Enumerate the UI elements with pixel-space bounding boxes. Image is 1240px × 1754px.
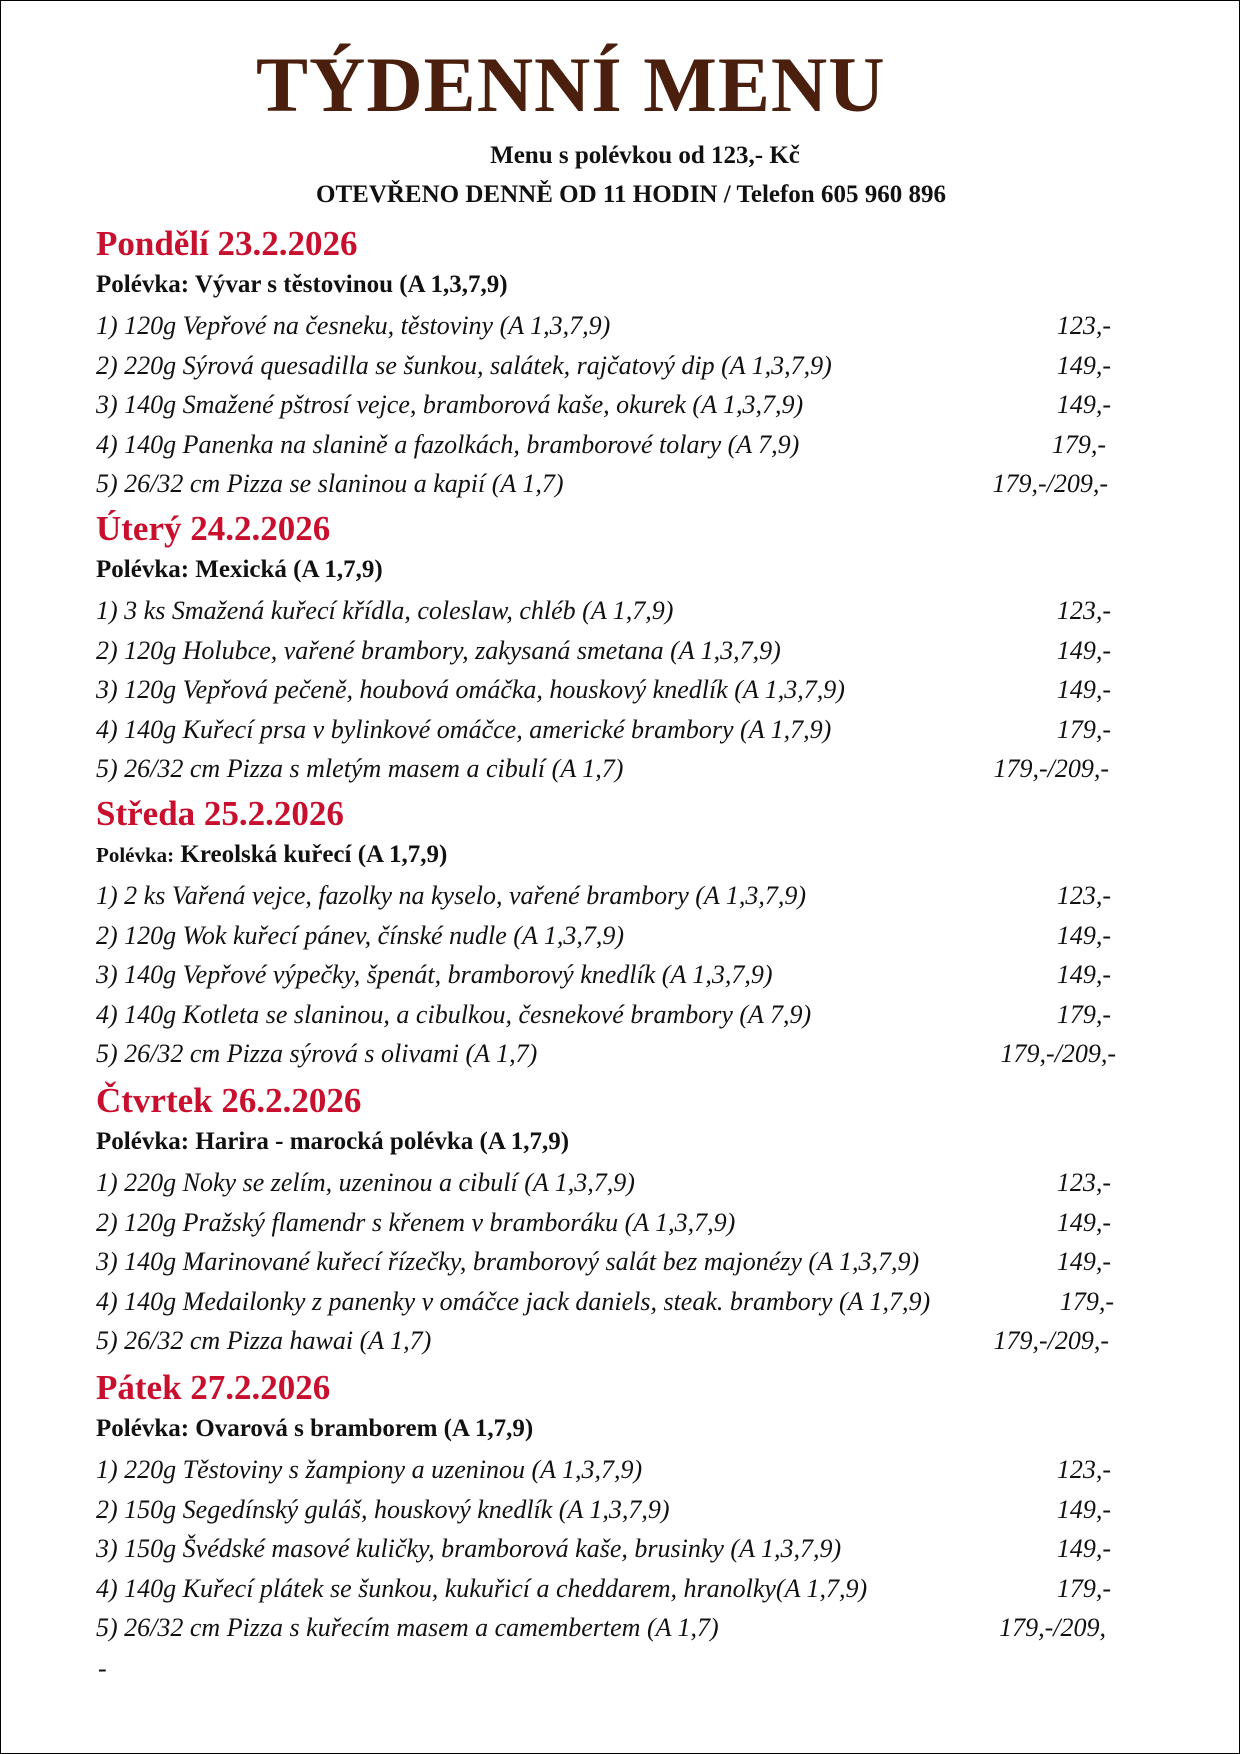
dish-item (96, 1529, 1156, 1569)
dish-item (96, 1034, 1156, 1074)
soup-line (96, 272, 1156, 306)
soup-label: Polévka: (96, 1128, 190, 1155)
dish-text: 1) 2 ks Vařená vejce, fazolky na kyselo, vařené brambory (A 1,3,7,9) (96, 881, 806, 910)
dish-item (96, 591, 1156, 631)
dish-item (96, 1321, 1156, 1361)
day-heading: Středa 25.2.2026 (96, 794, 344, 833)
soup-name: Ovarová s bramborem (A 1,7,9) (195, 1415, 534, 1442)
dish-price: 149,- (1056, 1534, 1111, 1563)
soup-label: Polévka: (96, 843, 175, 867)
dish-item (96, 464, 1156, 504)
dish-item (96, 955, 1156, 995)
dish-text: 2) 120g Pražský flamendr s křenem v bramboráku (A 1,3,7,9) (96, 1207, 736, 1237)
dish-price: 123,- (1056, 311, 1111, 340)
dish-item (96, 1242, 1156, 1282)
dish-price: 179,-/209, (999, 1613, 1106, 1642)
dish-price: 149,- (1056, 960, 1111, 989)
dish-text: 2) 120g Holubce, vařené brambory, zakysaná smetana (A 1,3,7,9) (96, 635, 781, 665)
dish-text: 5) 26/32 cm Pizza se slaninou a kapií (A 1,7) (96, 469, 564, 498)
dish-price: 149,- (1056, 350, 1111, 380)
dish-price: 179,-/209,- (992, 469, 1108, 498)
menu-title: TÝDENNÍ MENU (256, 41, 886, 128)
dish-price: 149,- (1056, 635, 1111, 665)
dish-item (96, 425, 1156, 465)
day-section-friday (96, 1370, 1156, 1648)
day-section-tuesday (96, 511, 1156, 789)
soup-name: Mexická (A 1,7,9) (195, 556, 383, 583)
dish-text: 2) 220g Sýrová quesadilla se šunkou, salátek, rajčatový dip (A 1,3,7,9) (96, 350, 832, 380)
day-heading: Pondělí 23.2.2026 (96, 224, 358, 263)
dish-price: 149,- (1056, 920, 1111, 950)
dish-text: 4) 140g Kuřecí plátek se šunkou, kukuřicí a cheddarem, hranolky(A 1,7,9) (96, 1573, 868, 1603)
dish-price: 179,- (1056, 714, 1111, 744)
dish-item (96, 346, 1156, 386)
dish-text: 1) 120g Vepřové na česneku, těstoviny (A 1,3,7,9) (96, 311, 611, 340)
dish-text: 4) 140g Medailonky z panenky v omáčce jack daniels, steak. brambory (A 1,7,9) (96, 1286, 931, 1316)
dish-price: 149,- (1056, 1207, 1111, 1237)
soup-name: Vývar s těstovinou (A 1,3,7,9) (194, 271, 508, 298)
dish-text: 4) 140g Kotleta se slaninou, a cibulkou, česnekové brambory (A 7,9) (96, 999, 812, 1029)
dish-text: 3) 140g Vepřové výpečky, špenát, bramborový knedlík (A 1,3,7,9) (96, 960, 773, 989)
dish-item (96, 1203, 1156, 1243)
dish-price: 123,- (1056, 596, 1111, 625)
dish-item (96, 916, 1156, 956)
dish-text: 5) 26/32 cm Pizza hawai (A 1,7) (96, 1326, 432, 1355)
dish-price: 123,- (1056, 881, 1111, 910)
day-heading: Úterý 24.2.2026 (96, 509, 331, 548)
menu-price-note: Menu s polévkou od 123,- Kč (490, 142, 800, 169)
soup-line (96, 842, 1156, 876)
dish-price: 123,- (1056, 1455, 1111, 1484)
dish-item (96, 1282, 1156, 1322)
soup-label: Polévka: (96, 556, 190, 583)
opening-hours-phone: OTEVŘENO DENNĚ OD 11 HODIN / Telefon 605 960 896 (316, 181, 946, 208)
dish-item (96, 1490, 1156, 1530)
dish-text: 5) 26/32 cm Pizza s mletým masem a cibulí (A 1,7) (96, 754, 624, 783)
soup-line (96, 557, 1156, 591)
dish-item (96, 1569, 1156, 1609)
soup-line (96, 1129, 1156, 1163)
dish-text: 5) 26/32 cm Pizza s kuřecím masem a camembertem (A 1,7) (96, 1613, 719, 1642)
dish-price: 149,- (1056, 1247, 1111, 1276)
dish-text: 3) 140g Smažené pštrosí vejce, bramborová kaše, okurek (A 1,3,7,9) (96, 390, 804, 419)
dish-price: 149,- (1056, 675, 1111, 704)
dish-text: 3) 120g Vepřová pečeně, houbová omáčka, houskový knedlík (A 1,3,7,9) (96, 675, 845, 704)
dish-item (96, 876, 1156, 916)
dish-text: 3) 140g Marinované kuřecí řízečky, bramborový salát bez majonézy (A 1,3,7,9) (96, 1247, 920, 1276)
dish-item (96, 995, 1156, 1035)
day-section-wednesday (96, 796, 1156, 1074)
dish-price: 179,- (1056, 999, 1111, 1029)
dish-text: 2) 150g Segedínský guláš, houskový knedlík (A 1,3,7,9) (96, 1494, 670, 1524)
soup-line (96, 1416, 1156, 1450)
dish-price: 179,-/209,- (993, 754, 1109, 783)
day-heading: Čtvrtek 26.2.2026 (96, 1081, 362, 1120)
dish-text: 1) 220g Těstoviny s žampiony a uzeninou (A 1,3,7,9) (96, 1455, 643, 1484)
dish-text: 4) 140g Kuřecí prsa v bylinkové omáčce, americké brambory (A 1,7,9) (96, 714, 832, 744)
dish-text: 1) 220g Noky se zelím, uzeninou a cibulí (A 1,3,7,9) (96, 1168, 635, 1197)
dish-item (96, 1608, 1156, 1648)
dish-text: 4) 140g Panenka na slanině a fazolkách, bramborové tolary (A 7,9) (96, 429, 800, 459)
day-section-thursday (96, 1083, 1156, 1361)
soup-label: Polévka: (96, 1415, 190, 1442)
dish-item (96, 749, 1156, 789)
dish-price: 179,- (1059, 1286, 1114, 1316)
dish-item (96, 670, 1156, 710)
dish-item (96, 710, 1156, 750)
dish-item (96, 1163, 1156, 1203)
dish-item (96, 1450, 1156, 1490)
trailing-dash: - (98, 1654, 107, 1683)
dish-text: 1) 3 ks Smažená kuřecí křídla, coleslaw, chléb (A 1,7,9) (96, 596, 674, 625)
day-section-monday (96, 226, 1156, 504)
dish-item (96, 385, 1156, 425)
dish-price: 149,- (1056, 1494, 1111, 1524)
dish-item (96, 306, 1156, 346)
dish-text: 3) 150g Švédské masové kuličky, bramborová kaše, brusinky (A 1,3,7,9) (96, 1534, 842, 1563)
soup-label: Polévka: (96, 271, 190, 298)
dish-text: 2) 120g Wok kuřecí pánev, čínské nudle (A 1,3,7,9) (96, 920, 625, 950)
dish-text: 5) 26/32 cm Pizza sýrová s olivami (A 1,7) (96, 1039, 538, 1068)
dish-price: 123,- (1056, 1168, 1111, 1197)
soup-name: Kreolská kuřecí (A 1,7,9) (180, 841, 448, 868)
day-heading: Pátek 27.2.2026 (96, 1368, 331, 1407)
dish-price: 179,- (1051, 429, 1106, 459)
dish-price: 179,-/209,- (993, 1326, 1109, 1355)
dish-price: 179,- (1056, 1573, 1111, 1603)
dish-item (96, 631, 1156, 671)
dish-price: 179,-/209,- (1000, 1039, 1116, 1068)
soup-name: Harira - marocká polévka (A 1,7,9) (195, 1128, 570, 1155)
dish-price: 149,- (1056, 390, 1111, 419)
